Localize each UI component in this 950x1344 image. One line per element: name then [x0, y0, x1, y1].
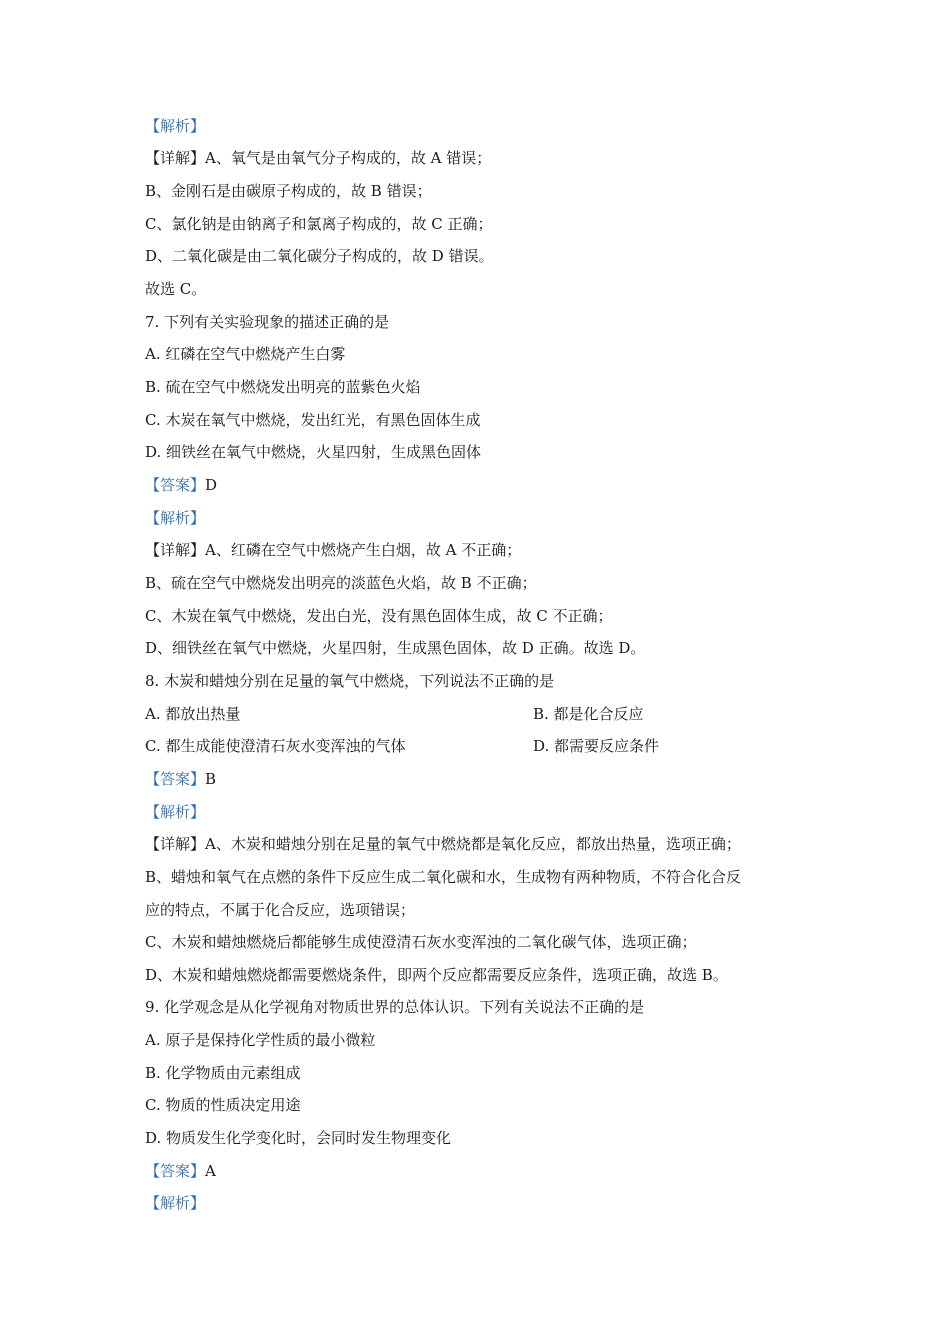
q7-option-a: A. 红磷在空气中燃烧产生白雾 [145, 345, 346, 363]
q8-answer-value: B [205, 770, 217, 788]
q7-detail-line-a: 【详解】A、红磷在空气中燃烧产生白烟，故 A 不正确； [145, 541, 522, 559]
q8-answer-label: 【答案】 [145, 770, 206, 788]
q6-detail-line-c: C、氯化钠是由钠离子和氯离子构成的，故 C 正确； [145, 215, 493, 233]
q6-detail-line-d: D、二氧化碳是由二氧化碳分子构成的，故 D 错误。 [145, 247, 494, 265]
q9-option-a: A. 原子是保持化学性质的最小微粒 [145, 1031, 376, 1049]
q8-option-c: C. 都生成能使澄清石灰水变浑浊的气体 [145, 737, 406, 755]
q7-option-b: B. 硫在空气中燃烧发出明亮的蓝紫色火焰 [145, 378, 421, 396]
q9-option-d: D. 物质发生化学变化时，会同时发生物理变化 [145, 1129, 452, 1147]
q8-answer [145, 769, 216, 789]
q8-stem: 8. 木炭和蜡烛分别在足量的氧气中燃烧，下列说法不正确的是 [145, 672, 555, 690]
q8-option-a: A. 都放出热量 [145, 705, 241, 723]
q7-answer-value: D [205, 476, 218, 494]
q7-detail-line-d: D、细铁丝在氧气中燃烧，火星四射，生成黑色固体，故 D 正确。故选 D。 [145, 639, 646, 657]
q7-stem: 7. 下列有关实验现象的描述正确的是 [145, 313, 390, 331]
q8-detail-line-d: D、木炭和蜡烛燃烧都需要燃烧条件，即两个反应都需要反应条件，选项正确，故选 B。 [145, 966, 728, 984]
q6-conclusion: 故选 C。 [145, 280, 207, 298]
q7-option-c: C. 木炭在氧气中燃烧，发出红光，有黑色固体生成 [145, 411, 481, 429]
q8-detail-label: 【详解】 [145, 835, 206, 853]
q9-option-b: B. 化学物质由元素组成 [145, 1064, 301, 1082]
q8-detail-line-c: C、木炭和蜡烛燃烧后都能够生成使澄清石灰水变浑浊的二氧化碳气体，选项正确； [145, 933, 697, 951]
q9-answer-label: 【答案】 [145, 1162, 206, 1180]
q9-stem: 9. 化学观念是从化学视角对物质世界的总体认识。下列有关说法不正确的是 [145, 998, 645, 1016]
q9-answer-value: A [205, 1162, 216, 1180]
q6-analysis-label: 【解析】 [145, 117, 206, 135]
q8-option-d: D. 都需要反应条件 [533, 737, 660, 755]
q7-answer-label: 【答案】 [145, 476, 206, 494]
q7-option-d: D. 细铁丝在氧气中燃烧，火星四射，生成黑色固体 [145, 443, 482, 461]
q9-option-c: C. 物质的性质决定用途 [145, 1096, 301, 1114]
q7-detail-label: 【详解】 [145, 541, 206, 559]
q6-detail-line-b: B、金刚石是由碳原子构成的，故 B 错误； [145, 182, 432, 200]
q9-analysis-label: 【解析】 [145, 1194, 206, 1212]
q8-detail-line-b: B、蜡烛和氧气在点燃的条件下反应生成二氧化碳和水，生成物有两种物质，不符合化合反 [145, 868, 742, 886]
q7-detail-line-c: C、木炭在氧气中燃烧，发出白光，没有黑色固体生成，故 C 不正确； [145, 607, 613, 625]
q8-detail-line-a: 【详解】A、木炭和蜡烛分别在足量的氧气中燃烧都是氧化反应，都放出热量，选项正确； [145, 835, 741, 853]
q9-answer [145, 1161, 216, 1181]
q8-analysis-label: 【解析】 [145, 803, 206, 821]
q6-detail-label: 【详解】 [145, 149, 206, 167]
q7-analysis-label: 【解析】 [145, 509, 206, 527]
q7-detail-line-b: B、硫在空气中燃烧发出明亮的淡蓝色火焰，故 B 不正确； [145, 574, 537, 592]
q7-answer [145, 475, 217, 495]
q8-option-b: B. 都是化合反应 [533, 705, 644, 723]
q8-detail-line-b-cont: 应的特点，不属于化合反应，选项错误； [145, 901, 416, 919]
q6-detail-line-a: 【详解】A、氧气是由氧气分子构成的，故 A 错误； [145, 149, 492, 167]
